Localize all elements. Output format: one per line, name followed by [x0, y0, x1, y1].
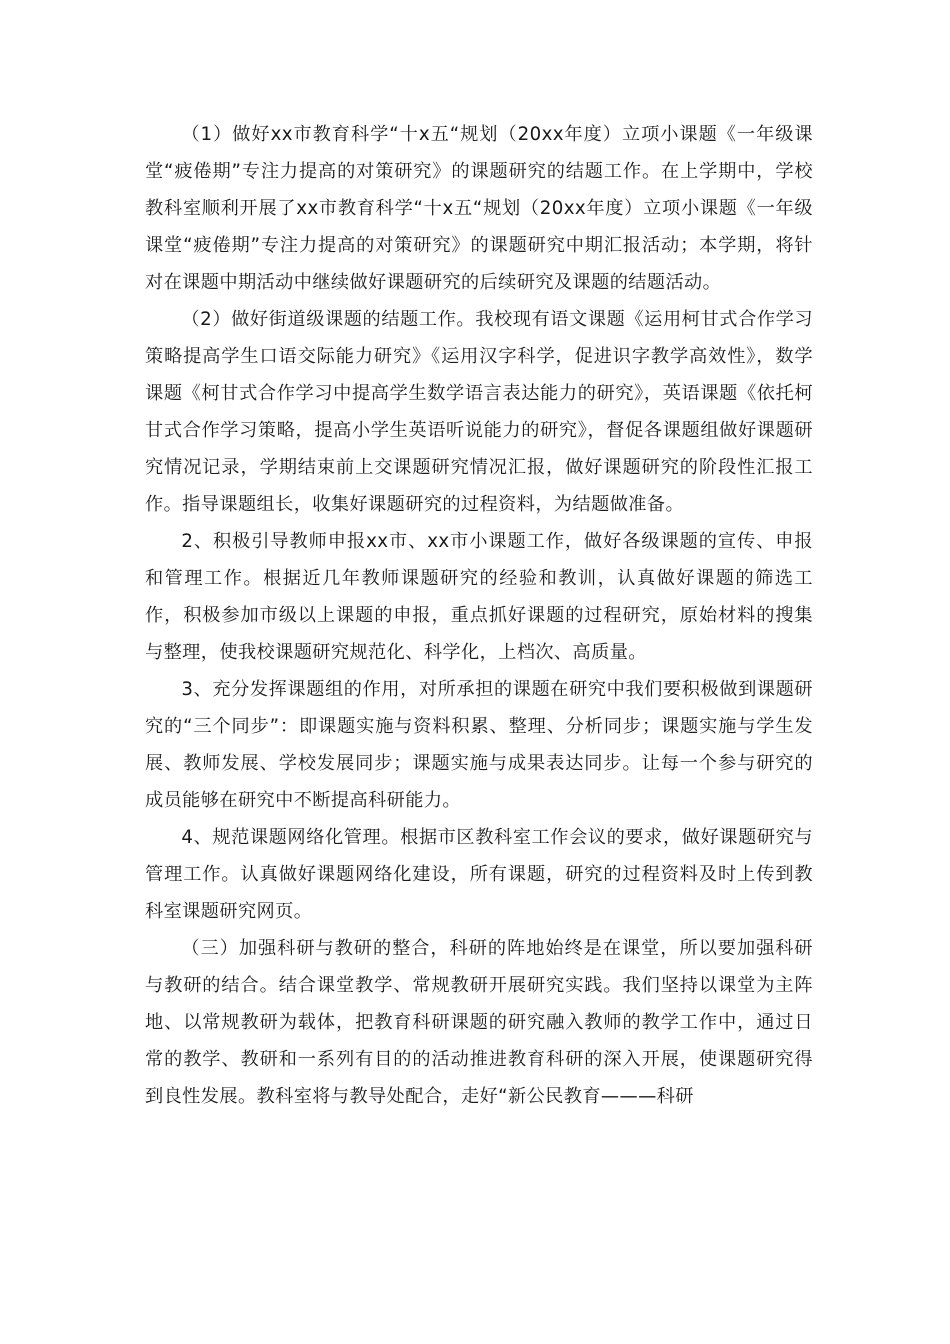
document-body	[145, 116, 813, 1115]
paragraph-2: （2）做好街道级课题的结题工作。我校现有语文课题《运用柯甘式合作学习策略提高学生口语交际能力研究》《运用汉字科学，促进识字教学高效性》，数学课题《柯甘式合作学习中提高学生数学语言表达能力的研究》，英语课题《依托柯甘式合作学习策略，提高小学生英语听说能力的研究》，督促各课题组做好课题研究情况记录，学期结束前上交课题研究情况汇报，做好课题研究的阶段性汇报工作。指导课题组长，收集好课题研究的过程资料，为结题做准备。	[145, 309, 813, 515]
paragraph-4: 3、充分发挥课题组的作用，对所承担的课题在研究中我们要积极做到课题研究的“三个同步”：即课题实施与资料积累、整理、分析同步；课题实施与学生发展、教师发展、学校发展同步；课题实施与成果表达同步。让每一个参与研究的成员能够在研究中不断提高科研能力。	[145, 679, 813, 811]
paragraph-5: 4、规范课题网络化管理。根据市区教科室工作会议的要求，做好课题研究与管理工作。认真做好课题网络化建设，所有课题，研究的过程资料及时上传到教科室课题研究网页。	[145, 827, 813, 922]
paragraph-6: （三）加强科研与教研的整合，科研的阵地始终是在课堂，所以要加强科研与教研的结合。结合课堂教学、常规教研开展研究实践。我们坚持以课堂为主阵地、以常规教研为载体，把教育科研课题的研究融入教师的教学工作中，通过日常的教学、教研和一系列有目的的活动推进教育科研的深入开展，使课题研究得到良性发展。教科室将与教导处配合，走好“新公民教育———科研	[145, 938, 813, 1107]
paragraph-1: （1）做好xx市教育科学“十x五“规划（20xx年度）立项小课题《一年级课堂“疲倦期”专注力提高的对策研究》的课题研究的结题工作。在上学期中，学校教科室顺利开展了xx市教育科学“十x五“规划（20xx年度）立项小课题《一年级课堂“疲倦期”专注力提高的对策研究》的课题研究中期汇报活动；本学期，将针对在课题中期活动中继续做好课题研究的后续研究及课题的结题活动。	[145, 124, 813, 293]
paragraph-3: 2、积极引导教师申报xx市、xx市小课题工作，做好各级课题的宣传、申报和管理工作。根据近几年教师课题研究的经验和教训，认真做好课题的筛选工作，积极参加市级以上课题的申报，重点抓好课题的过程研究，原始材料的搜集与整理，使我校课题研究规范化、科学化，上档次、高质量。	[145, 531, 813, 663]
